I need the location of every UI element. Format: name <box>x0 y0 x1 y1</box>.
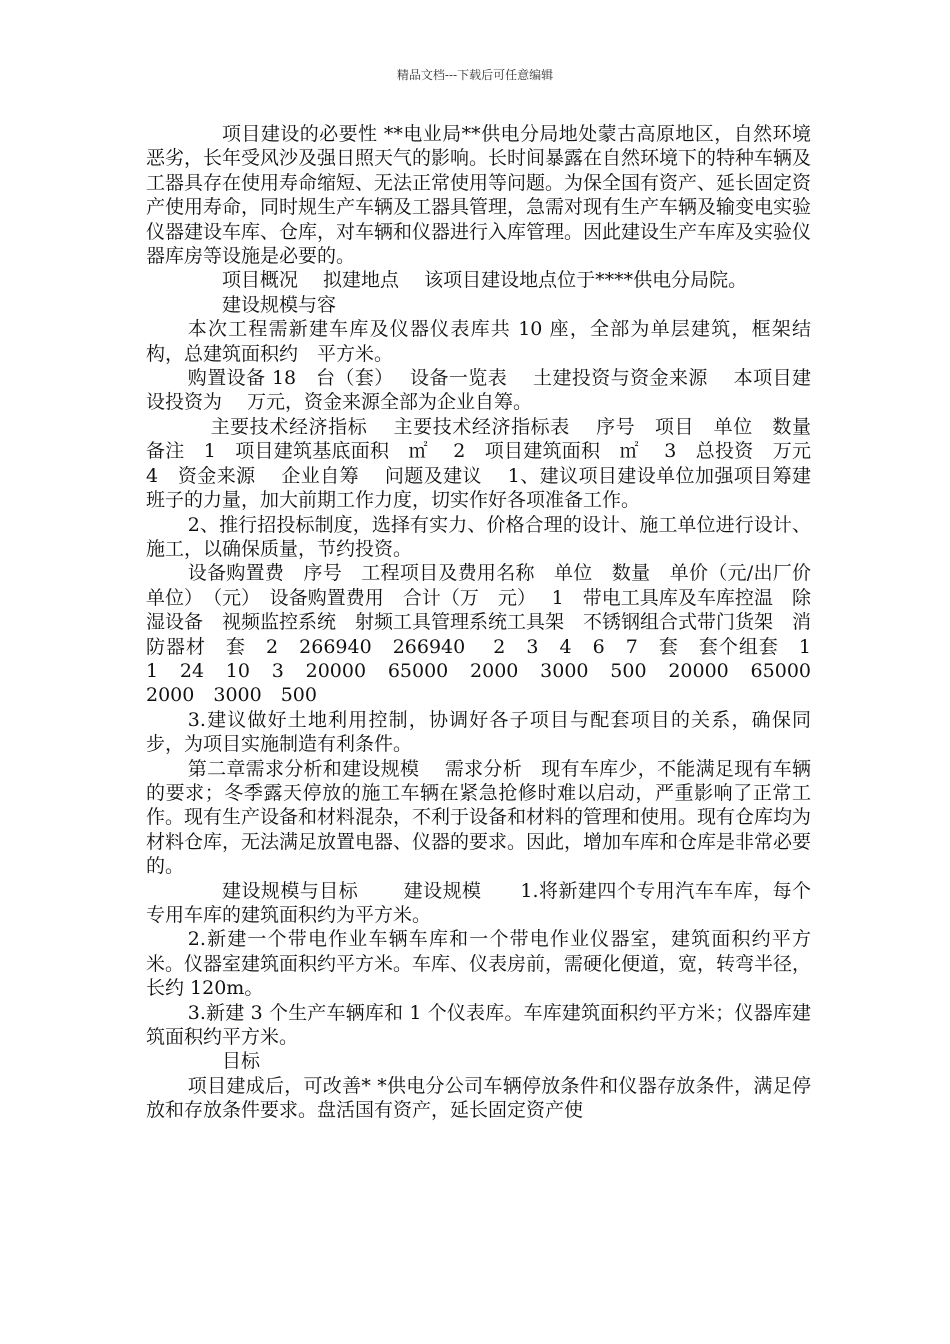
paragraph: 项目建设的必要性 **电业局**供电分局地处蒙古高原地区，自然环境恶劣，长年受风沙及强日照天气的影响。长时间暴露在自然环境下的特种车辆及工器具存在使用寿命缩短、无法正常使用等问题。为保全国有资产、延长固定资产使用寿命，同时规生产车辆及工器具管理，急需对现有生产车辆及输变电实验仪器建设车库、仓库，对车辆和仪器进行入库管理。因此建设生产车库及实验仪器库房等设施是必要的。 <box>146 123 812 268</box>
paragraph: 设备购置费 序号 工程项目及费用名称 单位 数量 单价（元/出厂价 单位） （元） 设备购置费用 合计（万 元） 1 带电工具库及车库控温 除湿设备 视频监控系统 射频工具管理系统工具架 不锈钢组合式带门货架 消防器材 套 2 266940 266940 2 3 4 6 7 套 套个组套 1 1 24 10 3 20000 65000 2000 3000 500 20000 65000 2000 3000 500 <box>146 562 831 707</box>
paragraph: 2、推行招投标制度，选择有实力、价格合理的设计、施工单位进行设计、施工，以确保质量，节约投资。 <box>146 513 811 560</box>
page-header: 精品文档---下载后可任意编辑 <box>396 68 554 82</box>
paragraph: 3.建议做好土地利用控制，协调好各子项目与配套项目的关系，确保同步，为项目实施制造有利条件。 <box>146 708 811 756</box>
paragraph: 本次工程需新建车库及仪器仪表库共 10 座，全部为单层建筑，框架结构，总建筑面积约 平方米。 <box>146 318 811 365</box>
paragraph: 主要技术经济指标 主要技术经济指标表 序号 项目 单位 数量 备注 1 项目建筑基底面积 ㎡ 2 项目建筑面积 ㎡ 3 总投资 万元 4 资金来源 企业自筹 问题及建议 1、建议项目建设单位加强项目筹建班子的力量，加大前期工作力度，切实作好各项准备工作。 <box>146 415 837 512</box>
paragraph: 3.新建 3 个生产车辆库和 1 个仪表库。车库建筑面积约平方米；仪器库建筑面积约平方米。 <box>146 1001 811 1049</box>
paragraph: 项目概况 拟建地点 该项目建设地点位于****供电分局院。 <box>222 269 748 292</box>
paragraph: 目标 <box>222 1050 261 1073</box>
paragraph: 建设规模与容 <box>222 293 337 316</box>
paragraph: 购置设备 18 台（套） 设备一览表 土建投资与资金来源 本项目建设投资为 万元，资金来源全部为企业自筹。 <box>146 367 811 414</box>
paragraph: 第二章需求分析和建设规模 需求分析 现有车库少，不能满足现有车辆的要求；冬季露天停放的施工车辆在紧急抢修时难以启动，严重影响了正常工作。现有生产设备和材料混杂，不利于设备和材料的管理和使用。现有仓库均为材料仓库，无法满足放置电器、仪器的要求。因此，增加车库和仓库是非常必要的。 <box>146 757 812 878</box>
paragraph: 项目建成后，可改善* *供电分公司车辆停放条件和仪器存放条件，满足停放和存放条件要求。盘活国有资产，延长固定资产使 <box>146 1074 811 1122</box>
document-body <box>146 122 837 1123</box>
paragraph: 2.新建一个带电作业车辆车库和一个带电作业仪器室，建筑面积约平方米。仪器室建筑面积约平方米。车库、仪表房前，需硬化便道，宽，转弯半径，长约 120m。 <box>146 928 812 1000</box>
paragraph: 建设规模与目标 建设规模 1.将新建四个专用汽车车库，每个专用车库的建筑面积约为平方米。 <box>146 879 811 926</box>
